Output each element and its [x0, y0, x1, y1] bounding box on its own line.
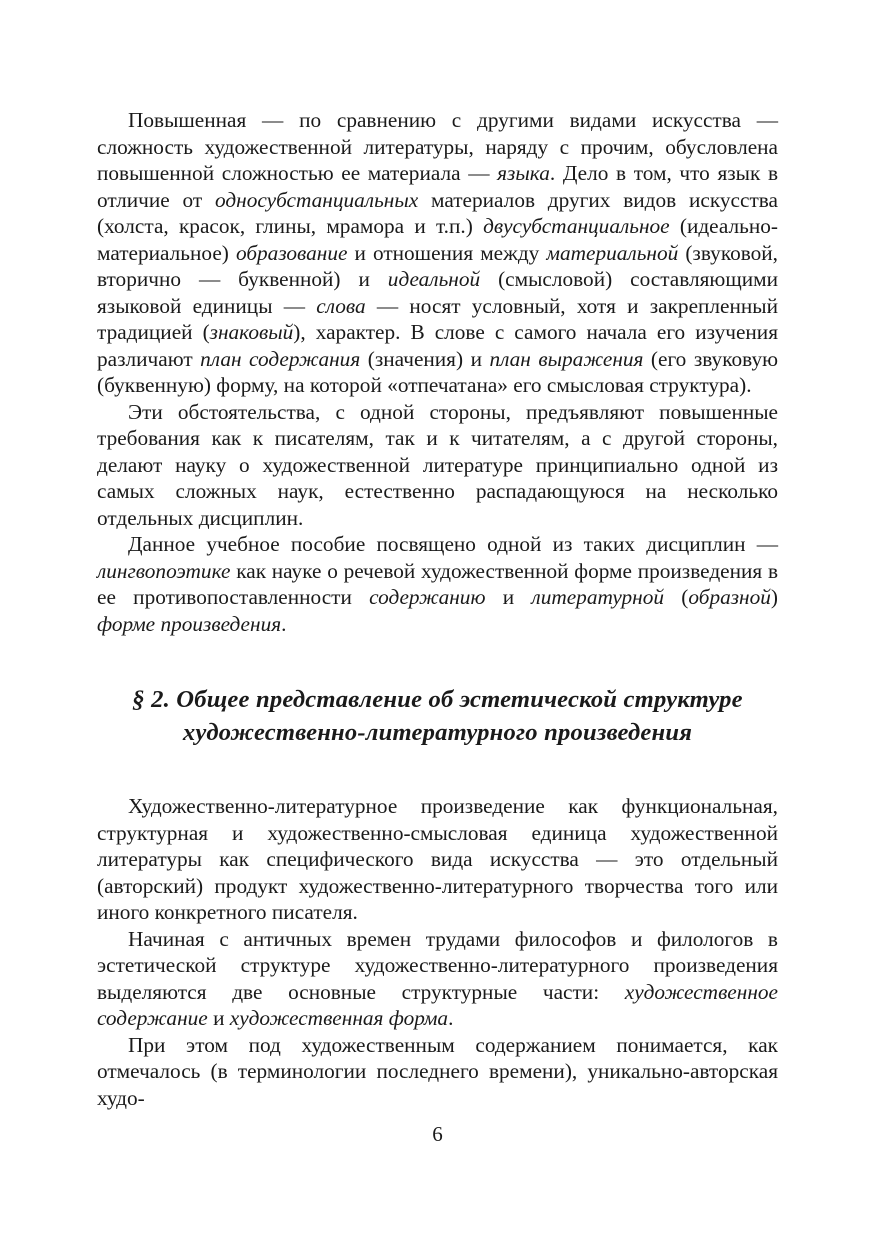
page-number: 6	[432, 1122, 443, 1146]
italic-term: содержанию	[369, 585, 486, 609]
text-run: Начиная с античных времен трудами философов и филологов в эстетической структуре художественно-литературного произведения выделяются две основные структурные части:	[97, 926, 778, 1004]
italic-term: художественная форма	[229, 1006, 449, 1030]
italic-term: лингвопоэтике	[97, 558, 231, 583]
text-run: и отношения между	[347, 240, 547, 265]
paragraph-5	[97, 926, 778, 1032]
page-body	[97, 107, 778, 1111]
text-run: — носят условный, хотя и закрепленный традицией (	[97, 293, 779, 344]
paragraph-6	[97, 1032, 778, 1112]
italic-term: образной	[688, 585, 771, 609]
paragraph-3	[97, 531, 778, 637]
text-run: ), характер. В слове с самого начала его изучения различают	[97, 320, 778, 371]
italic-term: слова	[316, 293, 366, 318]
text-run: (его звуковую (буквенную) форму, на которой «отпечатана» его смысловая структура).	[97, 346, 779, 397]
text-run: (идеально-материальное)	[97, 214, 779, 265]
text-run: (звуковой, вторично — буквенной) и	[97, 240, 779, 291]
section-heading	[97, 683, 778, 749]
text-run: Эти обстоятельства, с одной стороны, предъявляют повышенные требования как к писателям, так и к читателям, а с другой стороны, делают науку о художественной литературе принципиально одной из самых сложных наук, естественно распадающуюся на несколько отдельных дисциплин.	[97, 399, 778, 530]
text-run: и	[207, 1006, 230, 1030]
text-run: и	[485, 585, 532, 609]
italic-term: образование	[235, 240, 348, 265]
italic-term: идеальной	[387, 267, 481, 291]
text-run: как науке о речевой художественной форме произведения в ее противопоставленности	[97, 558, 778, 609]
text-run: )	[770, 585, 779, 609]
text-run: (значения) и	[360, 346, 490, 371]
text-run: (смысловой) составляющими языковой единицы —	[97, 267, 779, 318]
italic-term: языка	[497, 161, 550, 185]
italic-term: форме произведения	[97, 611, 282, 636]
text-run: .	[448, 1006, 454, 1030]
section-heading-line-1: § 2. Общее представление об эстетической структуре	[132, 686, 743, 713]
italic-term: литературной	[531, 585, 665, 609]
italic-term: план содержания	[200, 346, 361, 371]
text-run: При этом под художественным содержанием понимается, как отмечалось (в терминологии последнего времени), уникально-авторская худо-	[97, 1032, 778, 1110]
italic-term: материальной	[546, 240, 679, 265]
paragraph-2	[97, 399, 778, 532]
text-run: Повышенная — по сравнению с другими видами искусства — сложность художественной литературы, наряду с прочим, обусловлена повышенной сложностью ее материала —	[97, 108, 778, 185]
italic-term: односубстанциальных	[215, 187, 419, 212]
text-run: . Дело в том, что язык в отличие от	[97, 161, 779, 212]
text-run: .	[281, 611, 287, 636]
paragraph-1	[97, 107, 778, 399]
italic-term: план выражения	[489, 346, 644, 371]
paragraph-4	[97, 793, 778, 926]
text-run: материалов других видов искусства (холста, красок, глины, мрамора и т.п.)	[97, 187, 778, 238]
text-run: (	[664, 585, 689, 609]
text-run: Данное учебное пособие посвящено одной из таких дисциплин —	[128, 532, 778, 556]
text-run: Художественно-литературное произведение как функциональная, структурная и художественно-смысловая единица художественной литературы как специфического вида искусства — это отдельный (авторский) продукт художественно-литературного творчества того или иного конкретного писателя.	[97, 794, 778, 924]
italic-term: знаковый	[209, 320, 294, 344]
italic-term: художественное содержание	[97, 979, 778, 1030]
section-heading-line-2: художественно-литературного произведения	[182, 719, 693, 746]
italic-term: двусубстанциальное	[483, 214, 670, 238]
